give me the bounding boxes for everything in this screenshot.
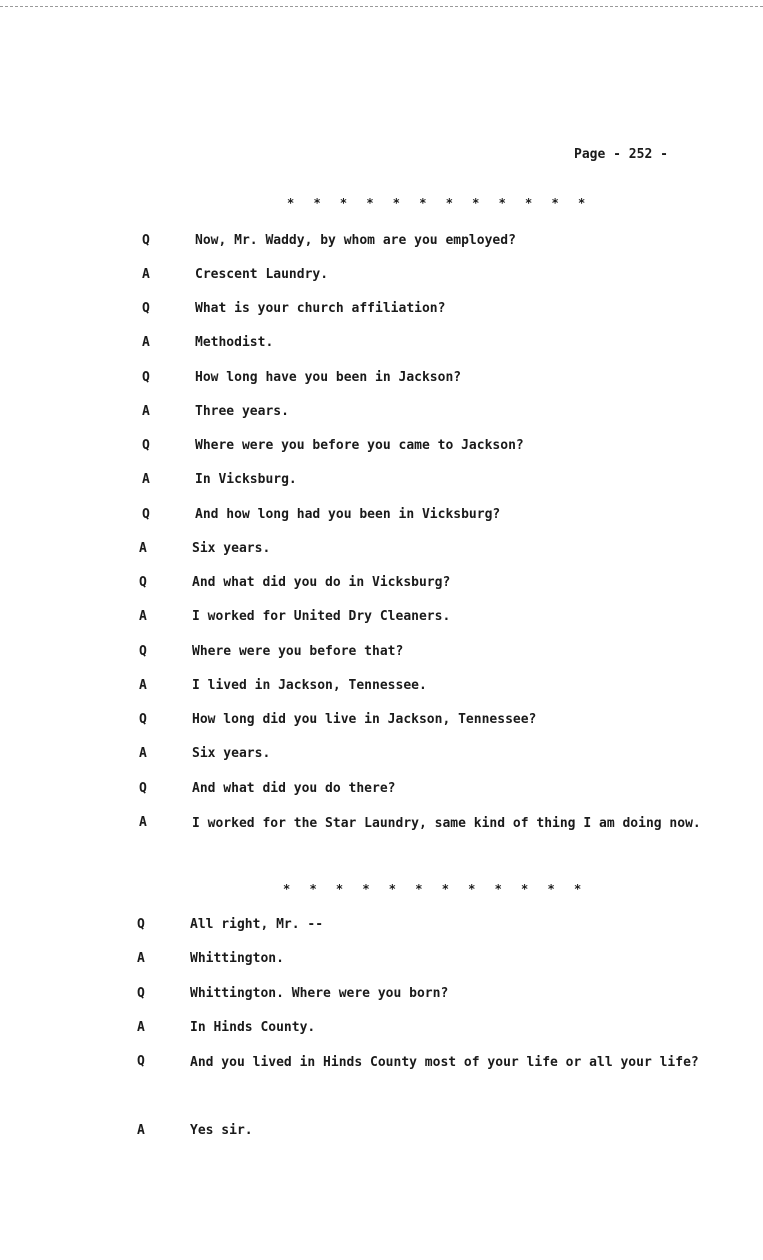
question-line	[0, 644, 763, 664]
question-line	[0, 507, 763, 527]
answer-line	[0, 678, 763, 698]
answer-line	[0, 335, 763, 355]
speaker-marker: Q	[137, 917, 145, 932]
speaker-marker: A	[142, 472, 150, 487]
speaker-marker: Q	[137, 986, 145, 1001]
speaker-marker: A	[142, 404, 150, 419]
question-line	[0, 712, 763, 732]
page-top-edge	[0, 0, 763, 7]
speaker-marker: Q	[142, 438, 150, 453]
question-line	[0, 575, 763, 595]
answer-line	[0, 951, 763, 971]
speaker-marker: Q	[142, 301, 150, 316]
question-text: And how long had you been in Vicksburg?	[195, 507, 501, 522]
speaker-marker: A	[139, 815, 147, 830]
question-text: Whittington. Where were you born?	[190, 986, 449, 1001]
question-line	[0, 1054, 763, 1074]
speaker-marker: A	[142, 267, 150, 282]
question-line	[0, 301, 763, 321]
answer-text: Six years.	[192, 746, 271, 761]
speaker-marker: Q	[139, 712, 147, 727]
speaker-marker: A	[137, 1020, 145, 1035]
answer-text: Six years.	[192, 541, 271, 556]
question-text: What is your church affiliation?	[195, 301, 446, 316]
question-text: How long have you been in Jackson?	[195, 370, 462, 385]
question-text: Now, Mr. Waddy, by whom are you employed?	[195, 233, 516, 248]
question-line	[0, 986, 763, 1006]
question-text: All right, Mr. --	[190, 917, 324, 932]
question-line	[0, 438, 763, 458]
answer-line	[0, 609, 763, 629]
answer-text: Crescent Laundry.	[195, 267, 329, 282]
answer-line	[0, 1123, 763, 1143]
speaker-marker: Q	[139, 781, 147, 796]
speaker-marker: A	[139, 609, 147, 624]
question-text: Where were you before that?	[192, 644, 404, 659]
question-line	[0, 781, 763, 801]
answer-text: Methodist.	[195, 335, 274, 350]
answer-text: Yes sir.	[190, 1123, 253, 1138]
answer-text: I worked for the Star Laundry, same kind of thing I am doing now.	[192, 816, 701, 831]
question-text: How long did you live in Jackson, Tennessee?	[192, 712, 537, 727]
answer-text: I lived in Jackson, Tennessee.	[192, 678, 427, 693]
answer-line	[0, 472, 763, 492]
speaker-marker: A	[139, 746, 147, 761]
answer-line	[0, 541, 763, 561]
answer-line	[0, 815, 763, 835]
section-separator: * * * * * * * * * * * *	[287, 196, 592, 210]
answer-text: I worked for United Dry Cleaners.	[192, 609, 451, 624]
speaker-marker: A	[137, 1123, 145, 1138]
page-number: Page - 252 -	[574, 147, 668, 162]
section-separator: * * * * * * * * * * * *	[283, 882, 588, 896]
speaker-marker: Q	[139, 575, 147, 590]
speaker-marker: Q	[142, 233, 150, 248]
speaker-marker: A	[142, 335, 150, 350]
speaker-marker: A	[139, 678, 147, 693]
answer-line	[0, 267, 763, 287]
question-line	[0, 917, 763, 937]
question-text: And what did you do there?	[192, 781, 396, 796]
answer-line	[0, 746, 763, 766]
answer-text: In Hinds County.	[190, 1020, 316, 1035]
answer-text: Three years.	[195, 404, 289, 419]
answer-line	[0, 404, 763, 424]
question-text: And what did you do in Vicksburg?	[192, 575, 451, 590]
question-text: Where were you before you came to Jackson?	[195, 438, 524, 453]
question-text: And you lived in Hinds County most of your life or all your life?	[190, 1055, 699, 1070]
speaker-marker: Q	[137, 1054, 145, 1069]
answer-line	[0, 1020, 763, 1040]
speaker-marker: A	[137, 951, 145, 966]
speaker-marker: A	[139, 541, 147, 556]
speaker-marker: Q	[142, 370, 150, 385]
question-line	[0, 233, 763, 253]
question-line	[0, 370, 763, 390]
speaker-marker: Q	[139, 644, 147, 659]
answer-text: In Vicksburg.	[195, 472, 297, 487]
speaker-marker: Q	[142, 507, 150, 522]
answer-text: Whittington.	[190, 951, 284, 966]
